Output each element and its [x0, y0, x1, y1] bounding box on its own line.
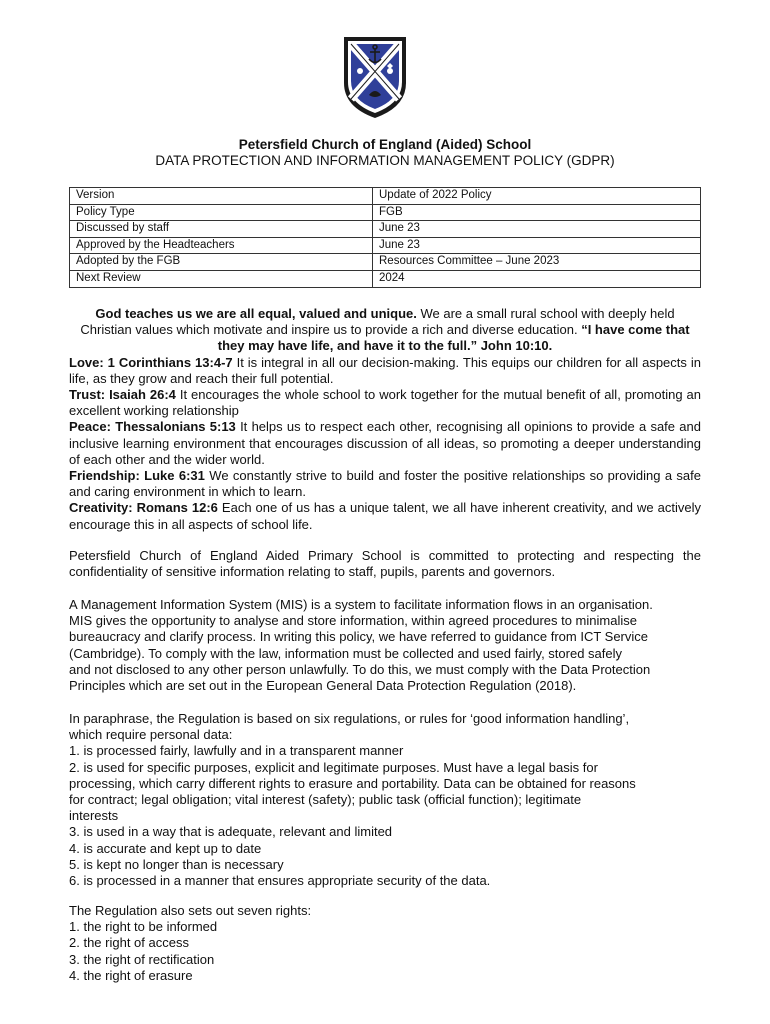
table-value: 2024: [373, 270, 701, 287]
table-value: Resources Committee – June 2023: [373, 254, 701, 271]
policy-info-table: [69, 187, 701, 288]
value-text: It encourages the whole school to work together for the mutual benefit of all, promoting an excellent working relationship: [69, 387, 701, 419]
list-item: 3. is used in a way that is adequate, relevant and limited: [69, 824, 393, 840]
mission-lead-text: We are a small rural school with deeply held Christian values which motivate and inspire us to provide a rich and diverse education.: [80, 306, 675, 338]
paragraph-line: The Regulation also sets out seven rights:: [69, 903, 312, 918]
value-text: It helps us to respect each other, recognising all opinions to provide a safe and inclusive learning environment that encourages discussion of all ideas, so promoting a deeper understanding of each other and the wider world.: [69, 419, 701, 467]
value-name: Peace: Thessalonians 5:13: [69, 419, 236, 435]
table-row: [70, 254, 701, 271]
table-value: FGB: [373, 204, 701, 221]
paragraph-line: In paraphrase, the Regulation is based on six regulations, or rules for ‘good information handling’,: [69, 711, 630, 726]
table-row: [70, 204, 701, 221]
list-item: interests: [69, 808, 119, 824]
value-love: [69, 355, 701, 387]
paragraph-line: which require personal data:: [69, 727, 233, 743]
table-row: [70, 270, 701, 287]
table-label: Adopted by the FGB: [70, 254, 373, 271]
table-row: [70, 237, 701, 254]
table-label: Policy Type: [70, 204, 373, 221]
table-value: June 23: [373, 221, 701, 238]
table-label: Version: [70, 188, 373, 205]
value-friendship: [69, 468, 701, 500]
value-creativity: [69, 500, 701, 532]
regulation-paragraph: [69, 711, 701, 889]
value-peace: [69, 419, 701, 468]
table-value: Update of 2022 Policy: [373, 188, 701, 205]
paragraph-line: Principles which are set out in the European General Data Protection Regulation (2018).: [69, 678, 577, 694]
value-text: We constantly strive to build and foster the positive relationships so providing a safe and caring environment in which to learn.: [69, 468, 701, 500]
list-item: 1. the right to be informed: [69, 919, 218, 935]
list-item: 5. is kept no longer than is necessary: [69, 856, 284, 872]
value-text: It is integral in all our decision-making. This equips our children for all aspects in life, as they grow and reach their full potential.: [69, 354, 701, 386]
school-name: Petersfield Church of England (Aided) School: [238, 137, 532, 152]
policy-title: DATA PROTECTION AND INFORMATION MANAGEMENT POLICY (GDPR): [155, 153, 615, 168]
paragraph-line: (Cambridge). To comply with the law, information must be collected and used fairly, stored safely: [69, 645, 622, 661]
table-row: [70, 221, 701, 238]
rights-list: [69, 903, 701, 984]
school-crest-icon: [340, 33, 410, 121]
paragraph-line: bureaucracy and clarify process. In writing this policy, we have referred to guidance from ICT Service: [69, 629, 648, 645]
table-label: Approved by the Headteachers: [70, 237, 373, 254]
value-trust: [69, 387, 701, 419]
value-name: Friendship: Luke 6:31: [69, 468, 205, 484]
mis-paragraph: [69, 597, 701, 694]
table-label: Next Review: [70, 270, 373, 287]
mission-lead: [69, 306, 701, 355]
table-row: [70, 188, 701, 205]
list-item: 1. is processed fairly, lawfully and in a transparent manner: [69, 743, 404, 759]
mission-quote: “I have come that they may have life, and have it to the full.” John 10:10.: [217, 322, 690, 354]
value-text: Each one of us has a unique talent, we all have inherent creativity, and we actively encourage this in all aspects of school life.: [69, 500, 701, 532]
list-item: 2. is used for specific purposes, explicit and legitimate purposes. Must have a legal basis for: [69, 759, 598, 775]
commitment-paragraph: Petersfield Church of England Aided Primary School is committed to protecting and respecting the confidentiality of sensitive information relating to staff, pupils, parents and governors.: [69, 548, 701, 580]
list-item: 3. the right of rectification: [69, 951, 215, 967]
table-value: June 23: [373, 237, 701, 254]
paragraph-line: MIS gives the opportunity to analyse and store information, within agreed procedures to minimalise: [69, 613, 637, 629]
value-name: Love: 1 Corinthians 13:4-7: [69, 354, 233, 370]
list-item: processing, which carry different rights to erasure and portability. Data can be obtained for reasons: [69, 775, 636, 791]
mission-lead-bold: God teaches us we are all equal, valued and unique.: [95, 306, 417, 321]
list-item: 2. the right of access: [69, 935, 189, 951]
value-name: Creativity: Romans 12:6: [69, 500, 218, 516]
list-item: 6. is processed in a manner that ensures appropriate security of the data.: [69, 873, 491, 889]
list-item: 4. the right of erasure: [69, 967, 193, 983]
value-name: Trust: Isaiah 26:4: [69, 387, 176, 403]
list-item: 4. is accurate and kept up to date: [69, 840, 262, 856]
paragraph-line: A Management Information System (MIS) is a system to facilitate information flows in an organisation.: [69, 597, 653, 612]
mission-statement: [69, 306, 701, 533]
paragraph-line: and not disclosed to any other person unlawfully. To do this, we must comply with the Data Protection: [69, 661, 651, 677]
table-label: Discussed by staff: [70, 221, 373, 238]
list-item: for contract; legal obligation; vital interest (safety); public task (official function); legitimate: [69, 792, 582, 808]
